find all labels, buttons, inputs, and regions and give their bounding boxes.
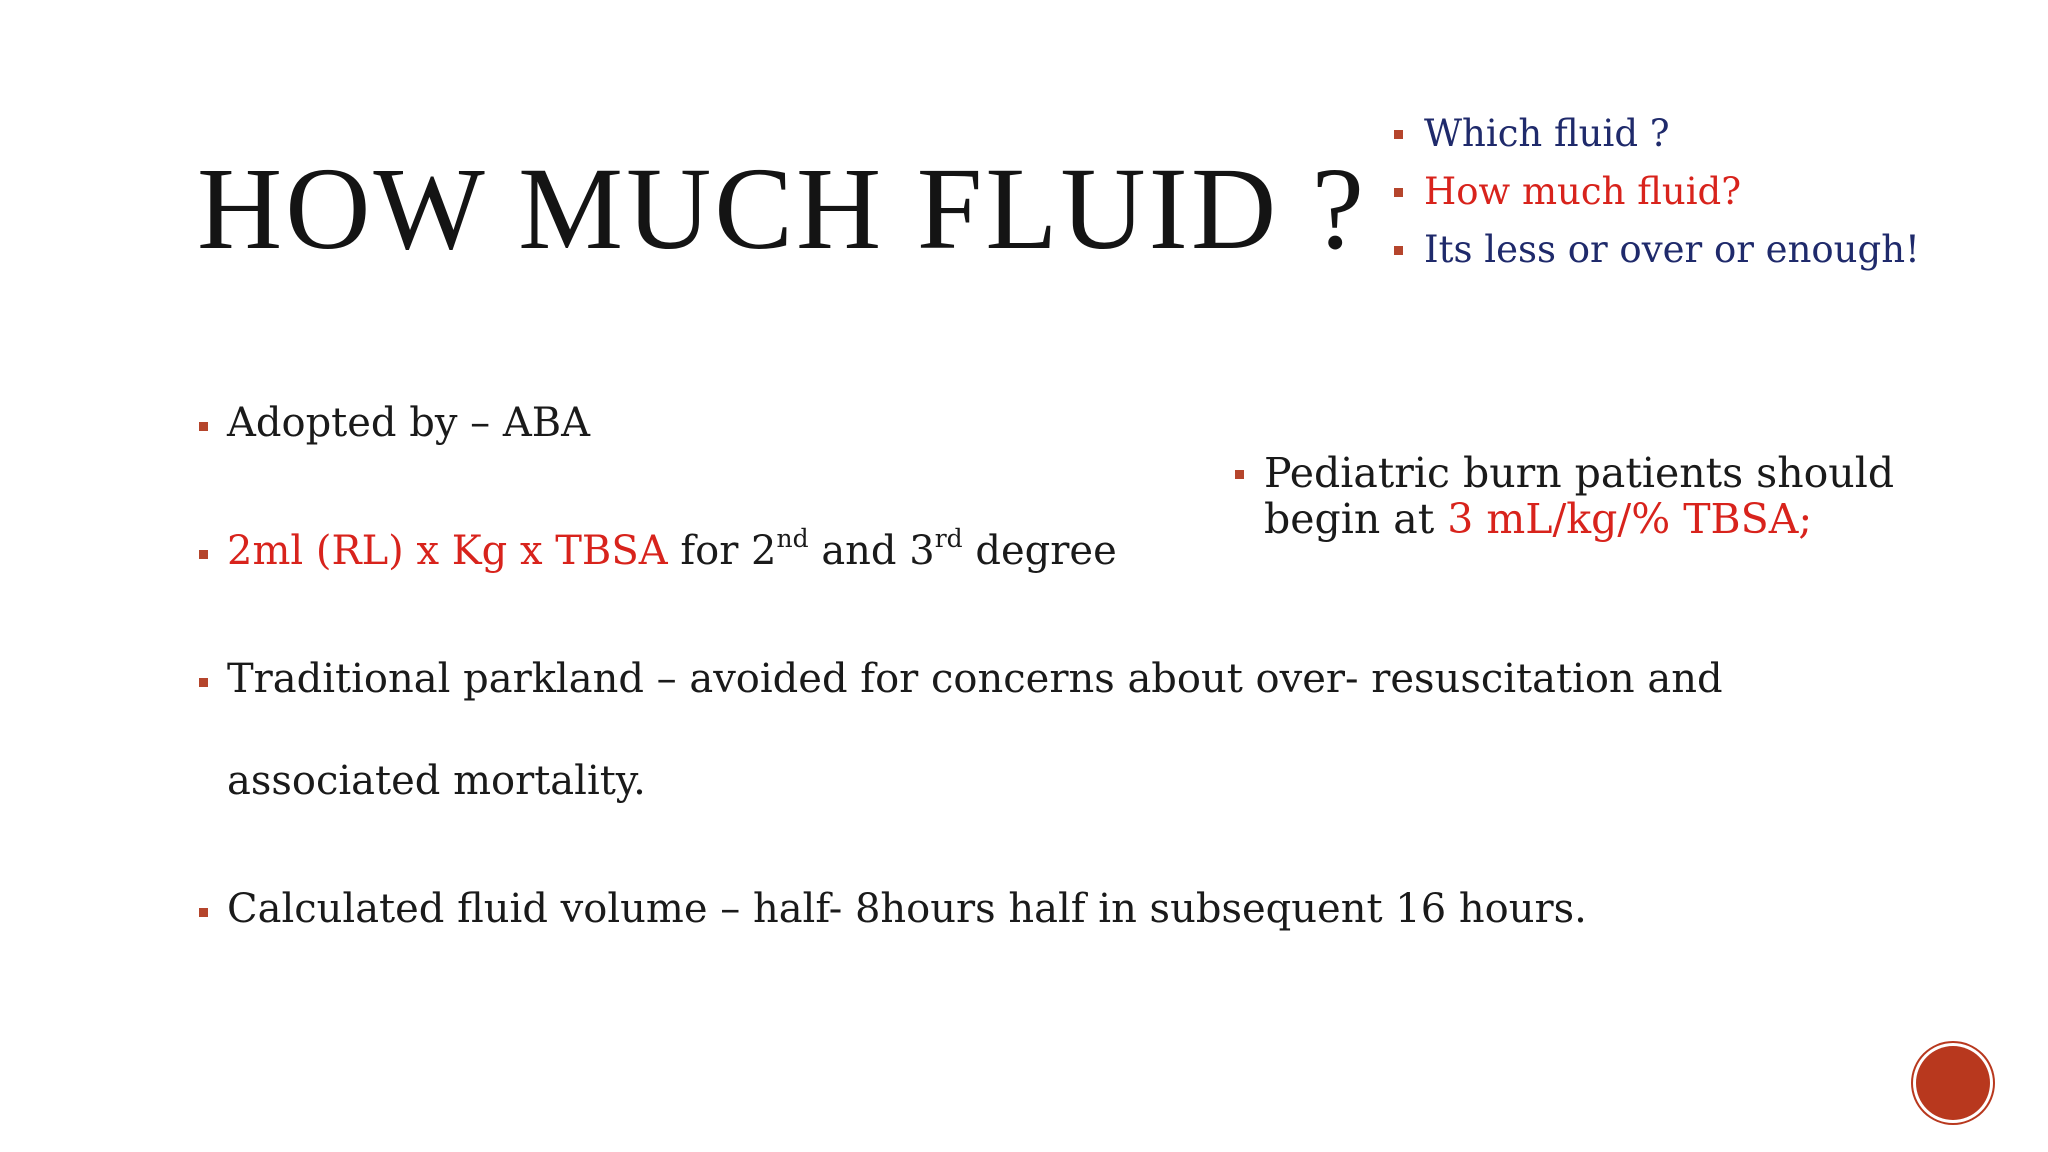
bullet-parkland	[197, 656, 1723, 702]
side-note-text: begin at	[1264, 495, 1448, 543]
question-list	[1390, 105, 1920, 279]
formula-text: for 2	[667, 528, 777, 574]
side-note-line: Pediatric burn patients should	[1264, 449, 1895, 497]
slide-nav-button[interactable]	[1916, 1046, 1990, 1120]
square-bullet-icon	[199, 550, 208, 559]
bullet-adopted	[197, 400, 590, 446]
formula-highlight: 2ml (RL) x Kg x TBSA	[227, 528, 668, 574]
formula-superscript: rd	[934, 524, 963, 553]
formula-text: and 3	[808, 528, 935, 574]
formula-text: degree	[962, 528, 1117, 574]
square-bullet-icon	[199, 908, 208, 917]
bullet-text: Adopted by – ABA	[227, 400, 591, 446]
square-bullet-icon	[1394, 130, 1403, 139]
question-item	[1390, 221, 1920, 279]
question-item	[1390, 163, 1920, 221]
bullet-text: associated mortality.	[227, 758, 646, 804]
bullet-formula	[197, 524, 1117, 574]
bullet-text: Calculated fluid volume – half- 8hours half in subsequent 16 hours.	[227, 886, 1587, 932]
question-text: How much fluid?	[1424, 170, 1742, 213]
slide-title: HOW MUCH FLUID ?	[197, 143, 1368, 274]
square-bullet-icon	[199, 422, 208, 431]
square-bullet-icon	[199, 678, 208, 687]
bullet-parkland-continued	[197, 758, 646, 804]
question-text: Which fluid ?	[1424, 112, 1670, 155]
side-note-highlight: 3 mL/kg/% TBSA;	[1447, 495, 1813, 543]
square-bullet-icon	[1394, 246, 1403, 255]
question-text: Its less or over or enough!	[1424, 228, 1920, 271]
side-note	[1232, 450, 1894, 542]
side-note-line	[1264, 496, 1894, 542]
square-bullet-icon	[1394, 188, 1403, 197]
question-item	[1390, 105, 1920, 163]
bullet-calculated	[197, 886, 1587, 932]
formula-superscript: nd	[776, 524, 809, 553]
bullet-text: Traditional parkland – avoided for concerns about over- resuscitation and	[227, 656, 1723, 702]
square-bullet-icon	[1235, 470, 1244, 479]
